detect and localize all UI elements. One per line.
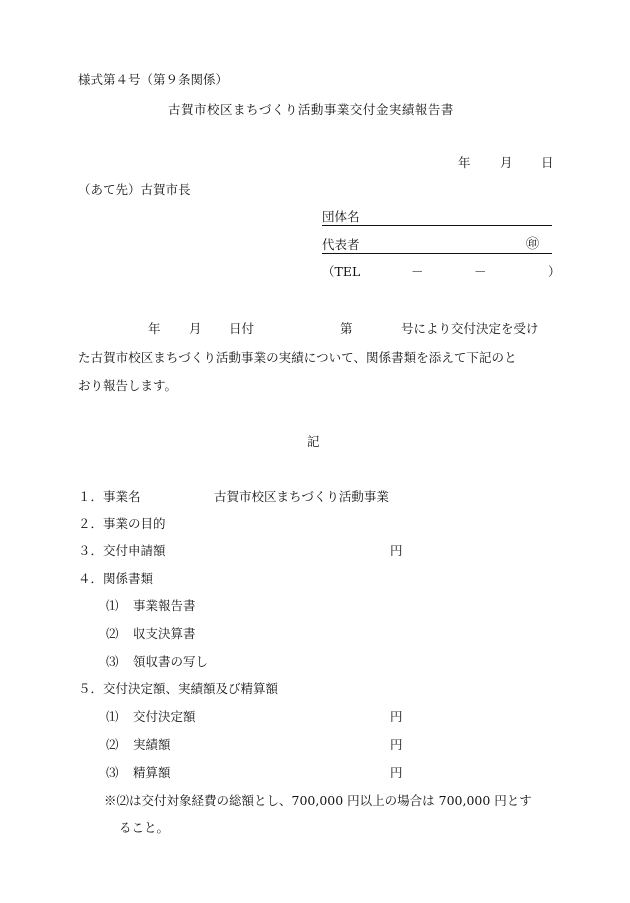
item-1-value: 古賀市校区まちづくり活動事業 [214, 489, 389, 504]
tel-close: ） [548, 264, 561, 279]
body-line-2 [78, 352, 550, 365]
document-title: 古賀市校区まちづくり活動事業交付金実績報告書 [168, 102, 454, 117]
item-5-sub-3-num: ⑶ [106, 765, 119, 780]
date-day-label: 日 [541, 155, 554, 170]
addressee: （あて先）古賀市長 [78, 182, 191, 197]
org-name-underline [322, 225, 552, 226]
item-5-sub-1-text: 交付決定額 [133, 709, 196, 724]
representative-underline [322, 253, 552, 254]
body-line-2-text: た古賀市校区まちづくり活動事業の実績について、関係書類を添えて下記のと [78, 350, 517, 365]
item-5-sub-1-num: ⑴ [106, 709, 119, 724]
form-id: 様式第４号（第９条関係） [78, 72, 229, 87]
item-4-sub-3-num: ⑶ [106, 654, 119, 669]
item-3-label: ３．交付申請額 [78, 543, 166, 558]
item-5-sub-1-unit: 円 [390, 709, 403, 724]
item-1-label: １．事業名 [78, 489, 141, 504]
tel-dash-2: － [474, 264, 487, 279]
item-5-sub-2-unit: 円 [390, 737, 403, 752]
item-4-sub-3-text: 領収書の写し [133, 654, 209, 669]
item-4-label: ４．関係書類 [78, 571, 154, 586]
ref-year-label: 年 [148, 321, 161, 336]
item-5-label: ５．交付決定額、実績額及び精算額 [78, 681, 279, 696]
tel-open: （TEL [322, 264, 361, 279]
body-line-3: おり報告します。 [78, 378, 178, 393]
item-4-sub-2-text: 収支決算書 [133, 626, 196, 641]
item-5-sub-2-text: 実績額 [133, 737, 171, 752]
item-5-sub-3-text: 精算額 [133, 765, 171, 780]
org-name-label: 団体名 [322, 209, 360, 224]
ki-heading: 記 [307, 434, 320, 449]
date-year-label: 年 [458, 155, 471, 170]
ref-dated-label: 日付 [229, 321, 255, 336]
ref-number-prefix: 第 [340, 321, 353, 336]
note-line-2: ること。 [119, 820, 170, 835]
item-4-sub-2-num: ⑵ [106, 626, 119, 641]
representative-label: 代表者 [322, 237, 360, 252]
item-5-sub-2-num: ⑵ [106, 737, 119, 752]
note-line-1: ※⑵は交付対象経費の総額とし、700,000 円以上の場合は 700,000 円とす [104, 793, 532, 808]
ref-month-label: 月 [189, 321, 202, 336]
item-5-sub-3-unit: 円 [390, 765, 403, 780]
seal-mark: ㊞ [526, 237, 540, 252]
item-3-unit: 円 [390, 543, 403, 558]
item-4-sub-1-text: 事業報告書 [133, 598, 196, 613]
item-2-label: ２．事業の目的 [78, 516, 166, 531]
item-4-sub-1-num: ⑴ [106, 598, 119, 613]
ref-number-suffix: 号により交付決定を受け [401, 321, 539, 336]
tel-dash-1: － [411, 264, 424, 279]
date-month-label: 月 [500, 155, 513, 170]
